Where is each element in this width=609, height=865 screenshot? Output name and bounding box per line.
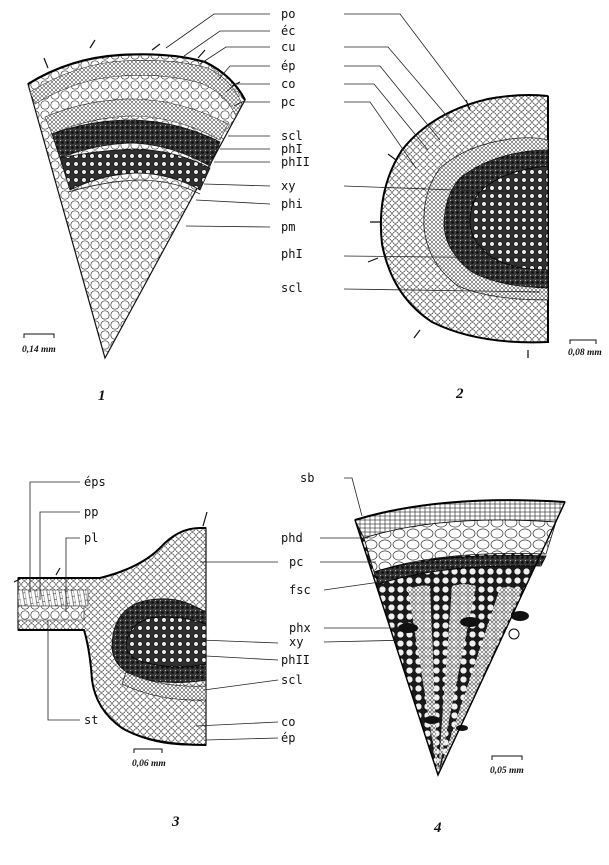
figure-1-scale-bar [22, 334, 56, 355]
label-pl: pl [84, 531, 99, 545]
figure-4 [281, 471, 565, 836]
label-phII-3: phII [281, 653, 310, 667]
figure-4-scale-bar [490, 756, 524, 776]
label-scl-3: scl [281, 673, 303, 687]
label-phII: phII [281, 155, 310, 169]
figure-number-3: 3 [172, 814, 180, 830]
label-pc: pc [281, 95, 296, 109]
label-xy: xy [281, 179, 296, 193]
label-cu: cu [281, 40, 296, 54]
label-phI-2: phI [281, 247, 303, 261]
label-ec: éc [281, 24, 296, 38]
scale-bar-label-4: 0,05 mm [490, 766, 524, 776]
figure-3-section [14, 512, 207, 745]
figure-number-4: 4 [434, 820, 442, 836]
scale-bar-label-3: 0,06 mm [132, 759, 166, 769]
figure-1-labels [281, 7, 310, 234]
figure-1-section [28, 40, 245, 358]
figure-number-1: 1 [98, 388, 106, 404]
figure-2-scale-bar [568, 340, 602, 358]
label-po: po [281, 7, 296, 21]
label-st: st [84, 713, 99, 727]
label-phI: phI [281, 142, 303, 156]
label-pc-4: pc [289, 555, 304, 569]
label-phd: phd [281, 531, 303, 545]
label-sb: sb [300, 471, 315, 485]
label-ep: ép [281, 59, 296, 73]
label-co-3: co [281, 715, 296, 729]
label-co: co [281, 77, 296, 91]
label-phi: phi [281, 197, 303, 211]
figure-number-2: 2 [456, 386, 464, 402]
figure-1 [22, 7, 310, 404]
figure-2-section [368, 95, 548, 358]
label-phx: phx [289, 621, 311, 635]
figure-2 [281, 14, 602, 402]
scale-bar-label-1: 0,14 mm [22, 345, 56, 355]
label-fsc: fsc [289, 583, 311, 597]
label-scl: scl [281, 129, 303, 143]
figure-3 [14, 475, 310, 830]
figure-2-labels [281, 247, 303, 295]
label-pp: pp [84, 505, 99, 519]
figure-3-scale-bar [132, 749, 166, 769]
figure-4-section [355, 500, 565, 775]
figure-4-labels [281, 471, 314, 649]
label-ep-3: ép [281, 731, 296, 745]
label-eps: éps [84, 475, 106, 489]
label-xy-4: xy [289, 635, 304, 649]
scale-bar-label-2: 0,08 mm [568, 348, 602, 358]
label-pm: pm [281, 220, 296, 234]
label-scl-2: scl [281, 281, 303, 295]
